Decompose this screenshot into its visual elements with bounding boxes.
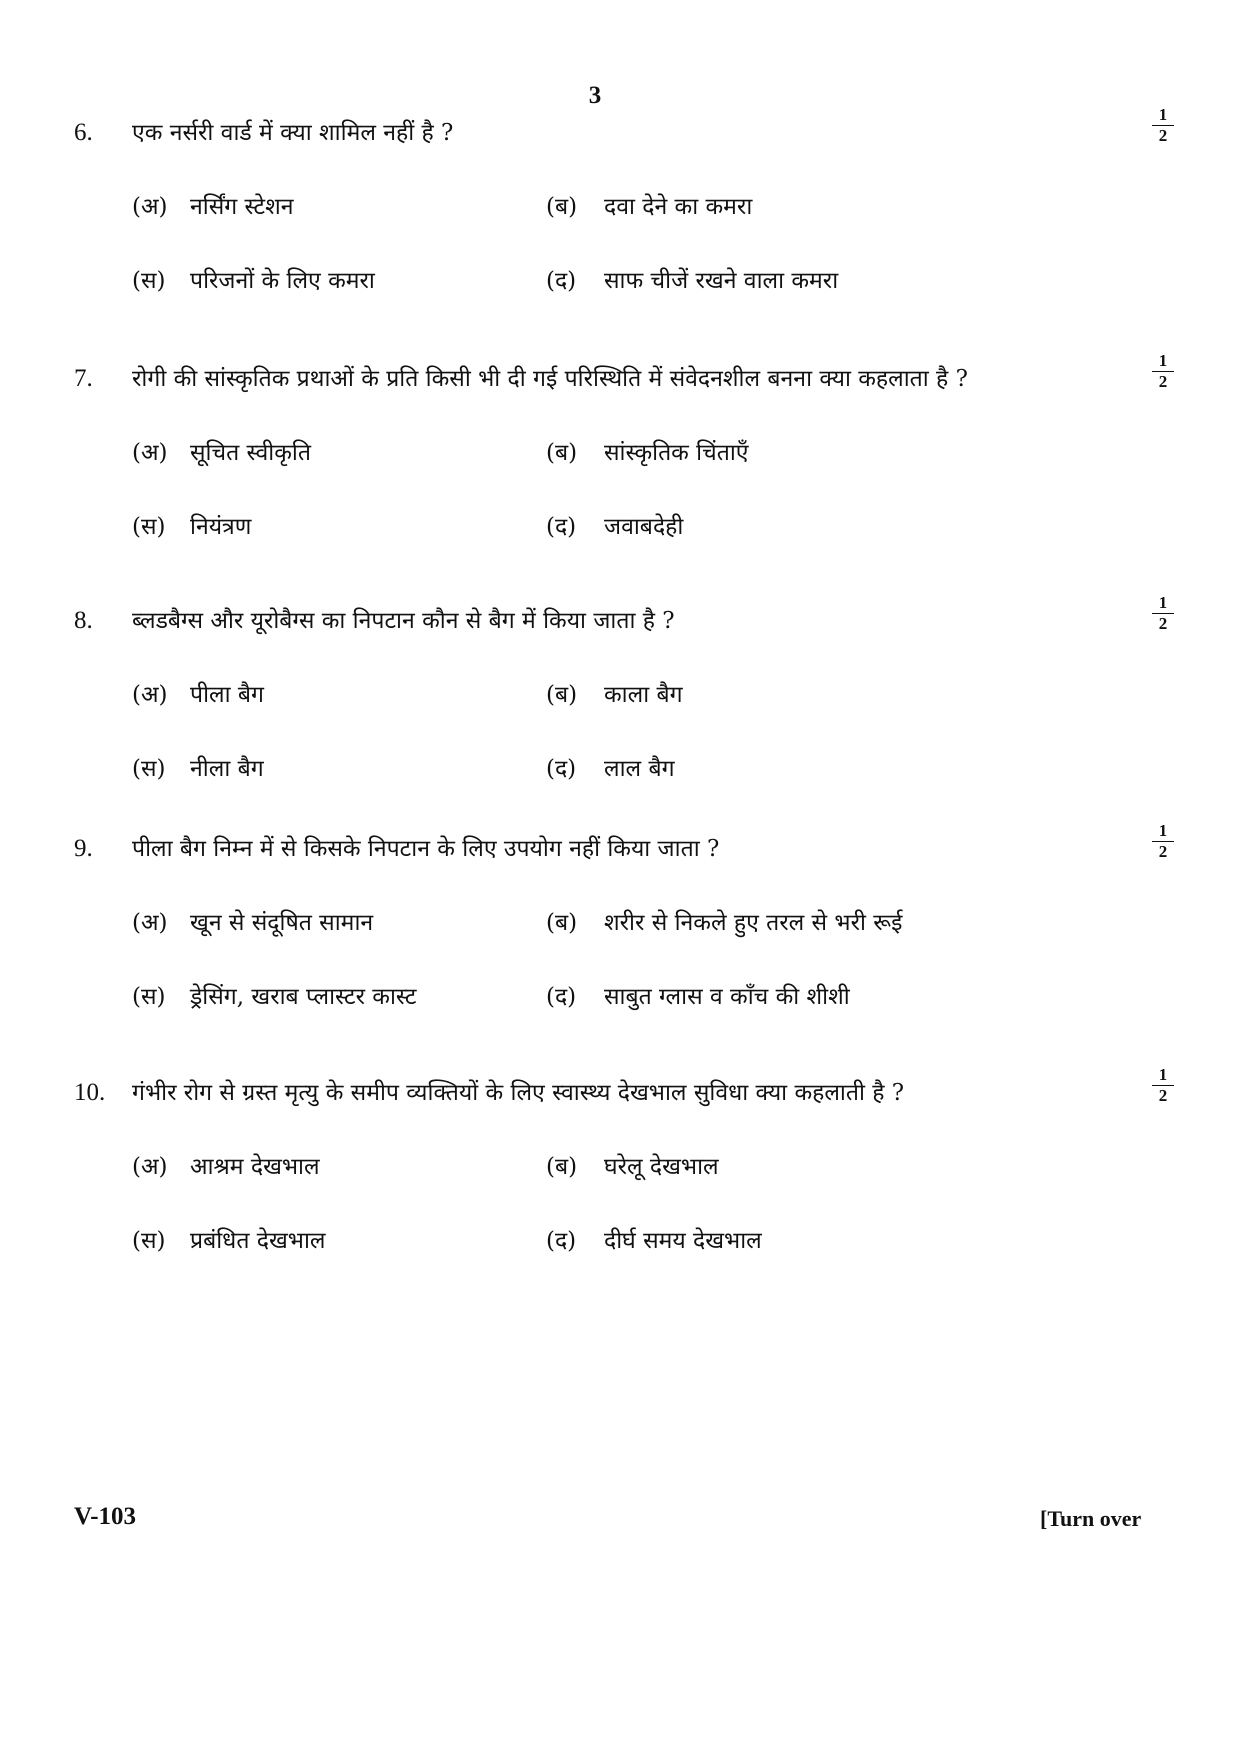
option-text: नीला बैग <box>190 756 264 782</box>
option-c <box>132 754 264 784</box>
option-d <box>546 982 850 1012</box>
option-a <box>132 680 264 710</box>
marks-numerator: 1 <box>1152 822 1174 842</box>
question-text: गंभीर रोग से ग्रस्त मृत्यु के समीप व्यक्तियों के लिए स्वास्थ्य देखभाल सुविधा क्या कहलाती है ? <box>132 1080 905 1106</box>
option-text: खून से संदूषित सामान <box>190 910 374 936</box>
marks-numerator: 1 <box>1152 594 1174 614</box>
option-b <box>546 192 752 222</box>
option-a <box>132 908 373 938</box>
question-number: 8. <box>74 607 93 634</box>
option-text: नर्सिंग स्टेशन <box>190 194 294 220</box>
marks-denominator: 2 <box>1158 372 1168 391</box>
option-label: (अ) <box>132 440 168 466</box>
question-text: एक नर्सरी वार्ड में क्या शामिल नहीं है ? <box>132 120 454 146</box>
option-text: जवाबदेही <box>604 514 684 540</box>
option-d <box>546 512 683 542</box>
marks-fraction <box>1152 352 1174 391</box>
option-label: (द) <box>546 514 577 540</box>
marks-denominator: 2 <box>1158 614 1168 633</box>
question-number: 9. <box>74 835 93 862</box>
marks-denominator: 2 <box>1158 126 1168 145</box>
option-b <box>546 1152 719 1182</box>
question-8 <box>0 593 1241 806</box>
marks-fraction <box>1152 106 1174 145</box>
option-label: (द) <box>546 268 577 294</box>
option-label: (ब) <box>546 1154 578 1180</box>
option-label: (स) <box>132 756 166 782</box>
option-label: (ब) <box>546 194 578 220</box>
question-number: 6. <box>74 119 93 146</box>
marks-fraction <box>1152 822 1174 861</box>
option-label: (ब) <box>546 682 578 708</box>
option-label: (द) <box>546 984 577 1010</box>
question-text: ब्लडबैग्स और यूरोबैग्स का निपटान कौन से बैग में किया जाता है ? <box>132 608 675 634</box>
option-text: दीर्घ समय देखभाल <box>604 1228 762 1254</box>
option-text: लाल बैग <box>604 756 675 782</box>
option-text: पीला बैग <box>190 682 264 708</box>
question-7 <box>0 351 1241 564</box>
option-label: (स) <box>132 1228 166 1254</box>
option-text: काला बैग <box>604 682 683 708</box>
question-6 <box>0 105 1241 318</box>
marks-denominator: 2 <box>1158 842 1168 861</box>
option-label: (अ) <box>132 910 168 936</box>
turn-over-note: [Turn over <box>1040 1506 1142 1531</box>
question-text: पीला बैग निम्न में से किसके निपटान के लिए उपयोग नहीं किया जाता ? <box>132 836 720 862</box>
option-text: शरीर से निकले हुए तरल से भरी रूई <box>604 910 903 936</box>
option-text: साबुत ग्लास व काँच की शीशी <box>604 984 850 1010</box>
option-b <box>546 680 683 710</box>
option-text: सूचित स्वीकृति <box>190 440 311 466</box>
option-text: सांस्कृतिक चिंताएँ <box>604 440 749 466</box>
option-label: (ब) <box>546 910 578 936</box>
question-9 <box>0 821 1241 1034</box>
option-label: (स) <box>132 514 166 540</box>
option-label: (अ) <box>132 682 168 708</box>
marks-numerator: 1 <box>1152 1066 1174 1086</box>
option-a <box>132 192 293 222</box>
option-text: परिजनों के लिए कमरा <box>190 268 375 294</box>
question-number: 10. <box>74 1079 106 1106</box>
question-10 <box>0 1065 1241 1278</box>
option-a <box>132 438 311 468</box>
option-label: (द) <box>546 756 577 782</box>
option-label: (अ) <box>132 1154 168 1180</box>
marks-fraction <box>1152 1066 1174 1105</box>
option-label: (अ) <box>132 194 168 220</box>
marks-numerator: 1 <box>1152 106 1174 126</box>
option-text: नियंत्रण <box>190 514 252 540</box>
option-a <box>132 1152 320 1182</box>
marks-numerator: 1 <box>1152 352 1174 372</box>
option-c <box>132 1226 326 1256</box>
option-label: (स) <box>132 984 166 1010</box>
marks-denominator: 2 <box>1158 1086 1168 1105</box>
option-b <box>546 908 902 938</box>
page-number: 3 <box>588 82 602 109</box>
option-text: प्रबंधित देखभाल <box>190 1228 326 1254</box>
option-d <box>546 1226 762 1256</box>
option-text: ड्रेसिंग, खराब प्लास्टर कास्ट <box>190 984 417 1010</box>
question-text: रोगी की सांस्कृतिक प्रथाओं के प्रति किसी भी दी गई परिस्थिति में संवेदनशील बनना क्या कहलाता है ? <box>132 366 968 392</box>
option-c <box>132 512 251 542</box>
option-c <box>132 266 375 296</box>
option-b <box>546 438 749 468</box>
option-d <box>546 754 675 784</box>
option-text: घरेलू देखभाल <box>604 1154 719 1180</box>
option-label: (ब) <box>546 440 578 466</box>
option-d <box>546 266 838 296</box>
option-text: आश्रम देखभाल <box>190 1154 320 1180</box>
option-text: दवा देने का कमरा <box>604 194 753 220</box>
option-label: (द) <box>546 1228 577 1254</box>
marks-fraction <box>1152 594 1174 633</box>
option-text: साफ चीजें रखने वाला कमरा <box>604 268 839 294</box>
option-c <box>132 982 416 1012</box>
paper-code: V-103 <box>74 1503 137 1530</box>
option-label: (स) <box>132 268 166 294</box>
question-number: 7. <box>74 365 93 392</box>
